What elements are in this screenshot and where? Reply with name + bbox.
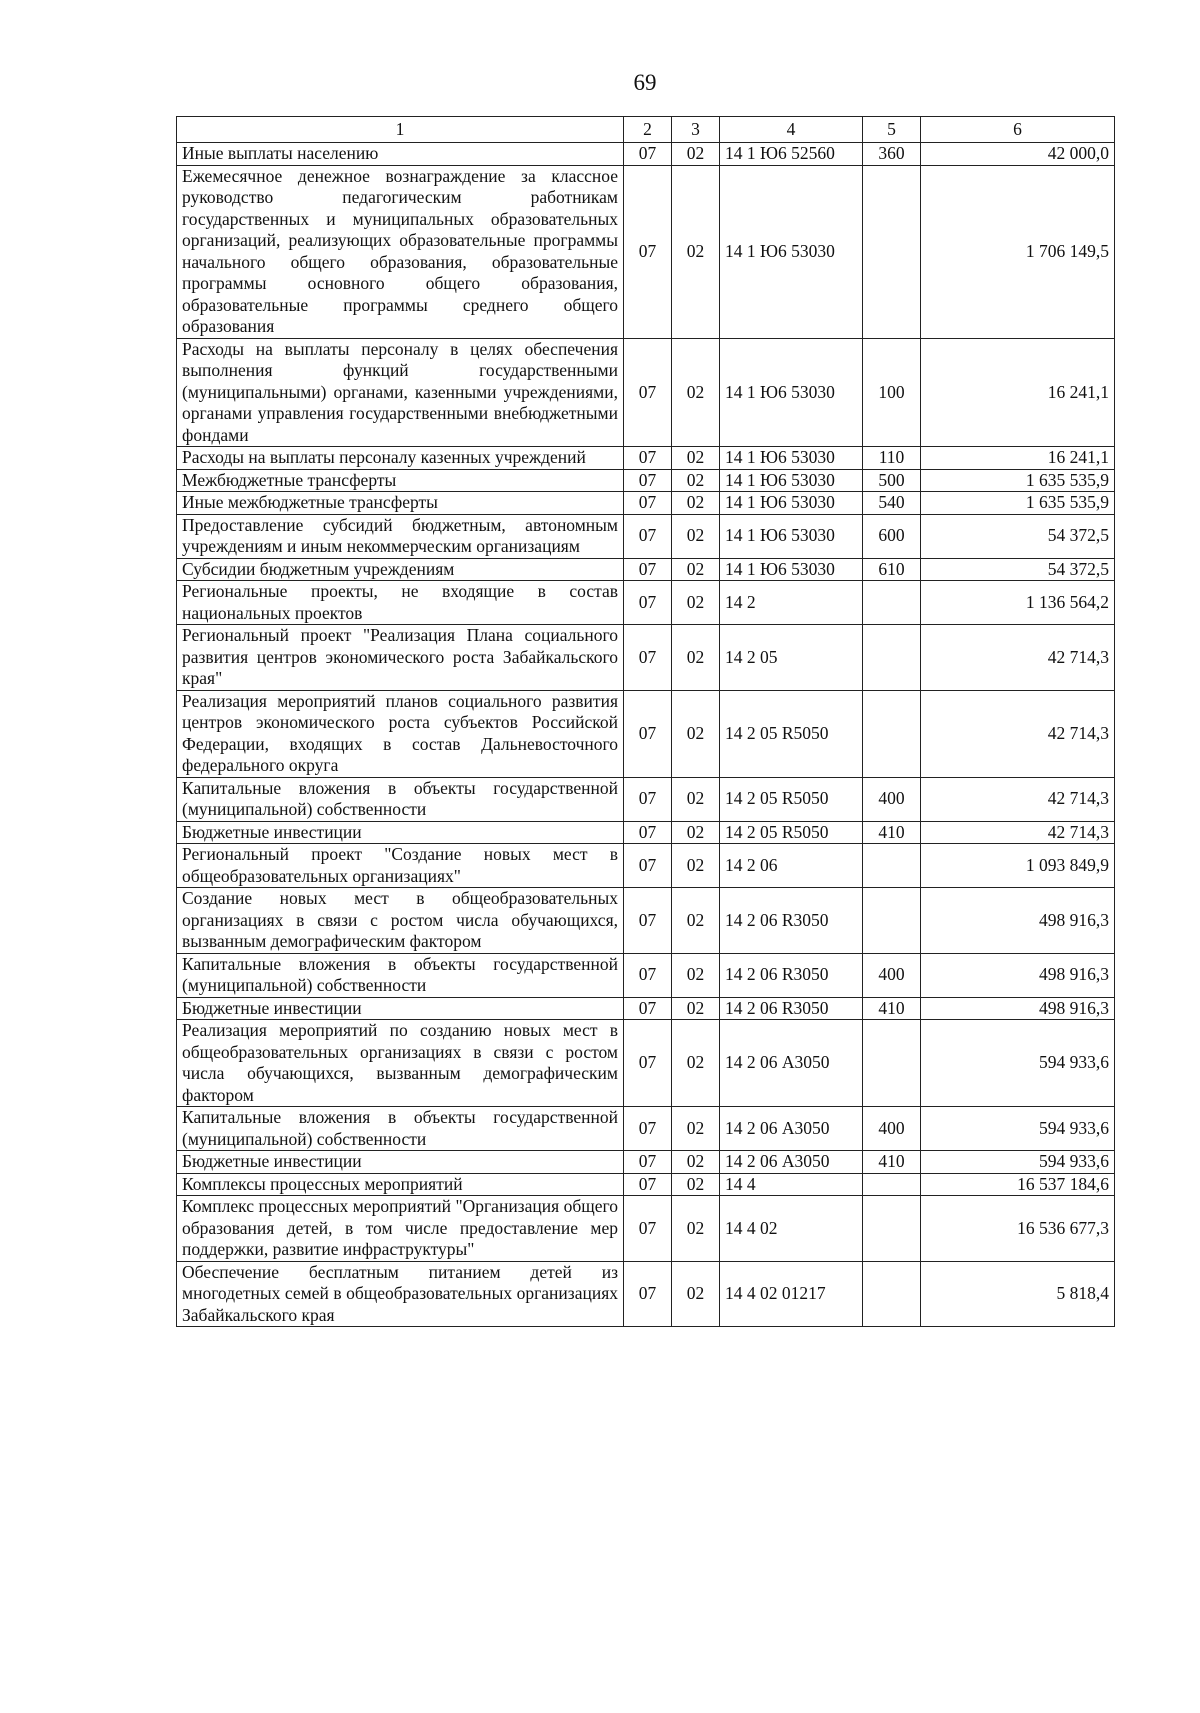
table-row — [177, 1173, 1115, 1196]
row-subsection-cell: 02 — [672, 1020, 720, 1107]
row-target-code-cell: 14 2 05 — [720, 625, 863, 691]
budget-table — [176, 116, 1115, 1327]
row-amount-cell: 54 372,5 — [921, 514, 1115, 558]
row-amount-cell: 1 635 535,9 — [921, 469, 1115, 492]
table-row — [177, 625, 1115, 691]
row-section-cell: 07 — [624, 821, 672, 844]
row-target-code-cell: 14 1 Ю6 53030 — [720, 492, 863, 515]
table-row — [177, 821, 1115, 844]
row-name-cell: Комплекс процессных мероприятий "Организация общего образования детей, в том числе предоставление мер поддержки, развитие инфраструктуры" — [177, 1196, 624, 1262]
row-name-cell: Капитальные вложения в объекты государственной (муниципальной) собственности — [177, 953, 624, 997]
row-amount-cell: 5 818,4 — [921, 1261, 1115, 1327]
table-row — [177, 690, 1115, 777]
row-target-code-cell: 14 1 Ю6 53030 — [720, 338, 863, 447]
row-section-cell: 07 — [624, 1261, 672, 1327]
header-col-5: 5 — [863, 117, 921, 143]
row-subsection-cell: 02 — [672, 821, 720, 844]
table-row — [177, 953, 1115, 997]
row-subsection-cell: 02 — [672, 143, 720, 166]
table-row — [177, 997, 1115, 1020]
row-expense-type-cell: 110 — [863, 447, 921, 470]
row-name-cell: Межбюджетные трансферты — [177, 469, 624, 492]
row-name-cell: Ежемесячное денежное вознаграждение за классное руководство педагогическим работникам государственных и муниципальных образовательных организаций, реализующих образовательные программы начального общего образования, образовательные программы основного общего образования, образовательные программы среднего общего образования — [177, 165, 624, 338]
row-expense-type-cell: 400 — [863, 953, 921, 997]
row-section-cell: 07 — [624, 1020, 672, 1107]
row-name-cell: Реализация мероприятий планов социального развития центров экономического роста субъектов Российской Федерации, входящих в состав Дальневосточного федерального округа — [177, 690, 624, 777]
row-section-cell: 07 — [624, 1151, 672, 1174]
page-number: 69 — [633, 70, 657, 95]
row-target-code-cell: 14 2 05 R5050 — [720, 690, 863, 777]
row-target-code-cell: 14 1 Ю6 53030 — [720, 514, 863, 558]
row-subsection-cell: 02 — [672, 447, 720, 470]
row-name-cell: Предоставление субсидий бюджетным, автономным учреждениям и иным некоммерческим организациям — [177, 514, 624, 558]
row-name-cell: Региональный проект "Реализация Плана социального развития центров экономического роста Забайкальского края" — [177, 625, 624, 691]
table-row — [177, 558, 1115, 581]
row-subsection-cell: 02 — [672, 997, 720, 1020]
row-target-code-cell: 14 2 06 А3050 — [720, 1107, 863, 1151]
row-target-code-cell: 14 2 06 R3050 — [720, 953, 863, 997]
row-name-cell: Бюджетные инвестиции — [177, 821, 624, 844]
row-section-cell: 07 — [624, 581, 672, 625]
row-section-cell: 07 — [624, 514, 672, 558]
row-section-cell: 07 — [624, 888, 672, 954]
row-subsection-cell: 02 — [672, 953, 720, 997]
row-name-cell: Иные межбюджетные трансферты — [177, 492, 624, 515]
row-expense-type-cell: 500 — [863, 469, 921, 492]
row-subsection-cell: 02 — [672, 165, 720, 338]
row-amount-cell: 42 714,3 — [921, 625, 1115, 691]
row-amount-cell: 16 537 184,6 — [921, 1173, 1115, 1196]
row-expense-type-cell: 410 — [863, 997, 921, 1020]
row-amount-cell: 1 706 149,5 — [921, 165, 1115, 338]
row-name-cell: Комплексы процессных мероприятий — [177, 1173, 624, 1196]
header-col-6: 6 — [921, 117, 1115, 143]
table-row — [177, 888, 1115, 954]
row-expense-type-cell — [863, 888, 921, 954]
row-subsection-cell: 02 — [672, 558, 720, 581]
row-expense-type-cell — [863, 1196, 921, 1262]
row-expense-type-cell — [863, 1173, 921, 1196]
row-section-cell: 07 — [624, 338, 672, 447]
row-target-code-cell: 14 2 06 А3050 — [720, 1151, 863, 1174]
row-section-cell: 07 — [624, 690, 672, 777]
table-row — [177, 447, 1115, 470]
row-expense-type-cell — [863, 690, 921, 777]
row-target-code-cell: 14 4 02 01217 — [720, 1261, 863, 1327]
row-amount-cell: 42 000,0 — [921, 143, 1115, 166]
row-name-cell: Бюджетные инвестиции — [177, 1151, 624, 1174]
table-row — [177, 844, 1115, 888]
row-expense-type-cell: 600 — [863, 514, 921, 558]
row-expense-type-cell — [863, 1261, 921, 1327]
row-subsection-cell: 02 — [672, 625, 720, 691]
row-name-cell: Капитальные вложения в объекты государственной (муниципальной) собственности — [177, 1107, 624, 1151]
header-col-1: 1 — [177, 117, 624, 143]
row-amount-cell: 16 241,1 — [921, 447, 1115, 470]
row-section-cell: 07 — [624, 625, 672, 691]
row-expense-type-cell — [863, 844, 921, 888]
row-expense-type-cell: 540 — [863, 492, 921, 515]
row-subsection-cell: 02 — [672, 338, 720, 447]
row-target-code-cell: 14 2 06 R3050 — [720, 997, 863, 1020]
table-row — [177, 777, 1115, 821]
row-subsection-cell: 02 — [672, 690, 720, 777]
row-section-cell: 07 — [624, 953, 672, 997]
row-expense-type-cell: 610 — [863, 558, 921, 581]
row-section-cell: 07 — [624, 844, 672, 888]
row-amount-cell: 54 372,5 — [921, 558, 1115, 581]
row-section-cell: 07 — [624, 777, 672, 821]
row-target-code-cell: 14 2 — [720, 581, 863, 625]
row-subsection-cell: 02 — [672, 888, 720, 954]
row-amount-cell: 498 916,3 — [921, 888, 1115, 954]
row-expense-type-cell: 410 — [863, 821, 921, 844]
row-amount-cell: 594 933,6 — [921, 1107, 1115, 1151]
table-row — [177, 1107, 1115, 1151]
row-target-code-cell: 14 1 Ю6 53030 — [720, 469, 863, 492]
row-subsection-cell: 02 — [672, 1151, 720, 1174]
row-amount-cell: 498 916,3 — [921, 997, 1115, 1020]
row-target-code-cell: 14 2 06 — [720, 844, 863, 888]
row-name-cell: Капитальные вложения в объекты государственной (муниципальной) собственности — [177, 777, 624, 821]
row-amount-cell: 498 916,3 — [921, 953, 1115, 997]
row-expense-type-cell — [863, 581, 921, 625]
row-target-code-cell: 14 4 — [720, 1173, 863, 1196]
row-amount-cell: 16 241,1 — [921, 338, 1115, 447]
row-amount-cell: 1 093 849,9 — [921, 844, 1115, 888]
table-row — [177, 469, 1115, 492]
table-row — [177, 1196, 1115, 1262]
row-subsection-cell: 02 — [672, 492, 720, 515]
row-amount-cell: 1 635 535,9 — [921, 492, 1115, 515]
row-target-code-cell: 14 2 06 R3050 — [720, 888, 863, 954]
row-section-cell: 07 — [624, 469, 672, 492]
row-name-cell: Расходы на выплаты персоналу в целях обеспечения выполнения функций государственными (муниципальными) органами, казенными учреждениями, органами управления государственными внебюджетными фондами — [177, 338, 624, 447]
row-expense-type-cell — [863, 165, 921, 338]
table-row — [177, 1020, 1115, 1107]
row-name-cell: Иные выплаты населению — [177, 143, 624, 166]
row-amount-cell: 42 714,3 — [921, 777, 1115, 821]
row-subsection-cell: 02 — [672, 581, 720, 625]
row-target-code-cell: 14 2 06 А3050 — [720, 1020, 863, 1107]
row-section-cell: 07 — [624, 1107, 672, 1151]
row-expense-type-cell — [863, 1020, 921, 1107]
row-subsection-cell: 02 — [672, 1196, 720, 1262]
row-name-cell: Реализация мероприятий по созданию новых мест в общеобразовательных организациях в связи с ростом числа обучающихся, вызванным демографическим фактором — [177, 1020, 624, 1107]
table-header-row — [177, 117, 1115, 143]
row-name-cell: Создание новых мест в общеобразовательных организациях в связи с ростом числа обучающихся, вызванным демографическим фактором — [177, 888, 624, 954]
row-subsection-cell: 02 — [672, 1107, 720, 1151]
row-subsection-cell: 02 — [672, 844, 720, 888]
row-expense-type-cell: 400 — [863, 777, 921, 821]
row-name-cell: Региональные проекты, не входящие в состав национальных проектов — [177, 581, 624, 625]
row-section-cell: 07 — [624, 447, 672, 470]
row-expense-type-cell: 410 — [863, 1151, 921, 1174]
row-section-cell: 07 — [624, 143, 672, 166]
row-target-code-cell: 14 1 Ю6 53030 — [720, 165, 863, 338]
row-section-cell: 07 — [624, 1196, 672, 1262]
table-row — [177, 492, 1115, 515]
row-section-cell: 07 — [624, 165, 672, 338]
row-subsection-cell: 02 — [672, 1173, 720, 1196]
row-name-cell: Региональный проект "Создание новых мест в общеобразовательных организациях" — [177, 844, 624, 888]
row-amount-cell: 1 136 564,2 — [921, 581, 1115, 625]
row-expense-type-cell: 400 — [863, 1107, 921, 1151]
row-target-code-cell: 14 1 Ю6 53030 — [720, 558, 863, 581]
row-amount-cell: 16 536 677,3 — [921, 1196, 1115, 1262]
row-subsection-cell: 02 — [672, 1261, 720, 1327]
row-section-cell: 07 — [624, 997, 672, 1020]
row-expense-type-cell — [863, 625, 921, 691]
row-subsection-cell: 02 — [672, 469, 720, 492]
row-subsection-cell: 02 — [672, 777, 720, 821]
row-amount-cell: 594 933,6 — [921, 1151, 1115, 1174]
row-name-cell: Бюджетные инвестиции — [177, 997, 624, 1020]
row-amount-cell: 42 714,3 — [921, 690, 1115, 777]
row-target-code-cell: 14 2 05 R5050 — [720, 777, 863, 821]
row-expense-type-cell: 100 — [863, 338, 921, 447]
table-row — [177, 581, 1115, 625]
row-target-code-cell: 14 4 02 — [720, 1196, 863, 1262]
table-row — [177, 1261, 1115, 1327]
row-amount-cell: 42 714,3 — [921, 821, 1115, 844]
row-section-cell: 07 — [624, 492, 672, 515]
table-body — [177, 143, 1115, 1327]
header-col-3: 3 — [672, 117, 720, 143]
header-col-2: 2 — [624, 117, 672, 143]
row-name-cell: Субсидии бюджетным учреждениям — [177, 558, 624, 581]
table-row — [177, 1151, 1115, 1174]
table-row — [177, 165, 1115, 338]
row-target-code-cell: 14 1 Ю6 52560 — [720, 143, 863, 166]
table-row — [177, 143, 1115, 166]
row-section-cell: 07 — [624, 558, 672, 581]
row-target-code-cell: 14 2 05 R5050 — [720, 821, 863, 844]
row-name-cell: Расходы на выплаты персоналу казенных учреждений — [177, 447, 624, 470]
table-row — [177, 338, 1115, 447]
row-expense-type-cell: 360 — [863, 143, 921, 166]
row-section-cell: 07 — [624, 1173, 672, 1196]
row-subsection-cell: 02 — [672, 514, 720, 558]
table-row — [177, 514, 1115, 558]
row-target-code-cell: 14 1 Ю6 53030 — [720, 447, 863, 470]
header-col-4: 4 — [720, 117, 863, 143]
row-name-cell: Обеспечение бесплатным питанием детей из многодетных семей в общеобразовательных организациях Забайкальского края — [177, 1261, 624, 1327]
row-amount-cell: 594 933,6 — [921, 1020, 1115, 1107]
